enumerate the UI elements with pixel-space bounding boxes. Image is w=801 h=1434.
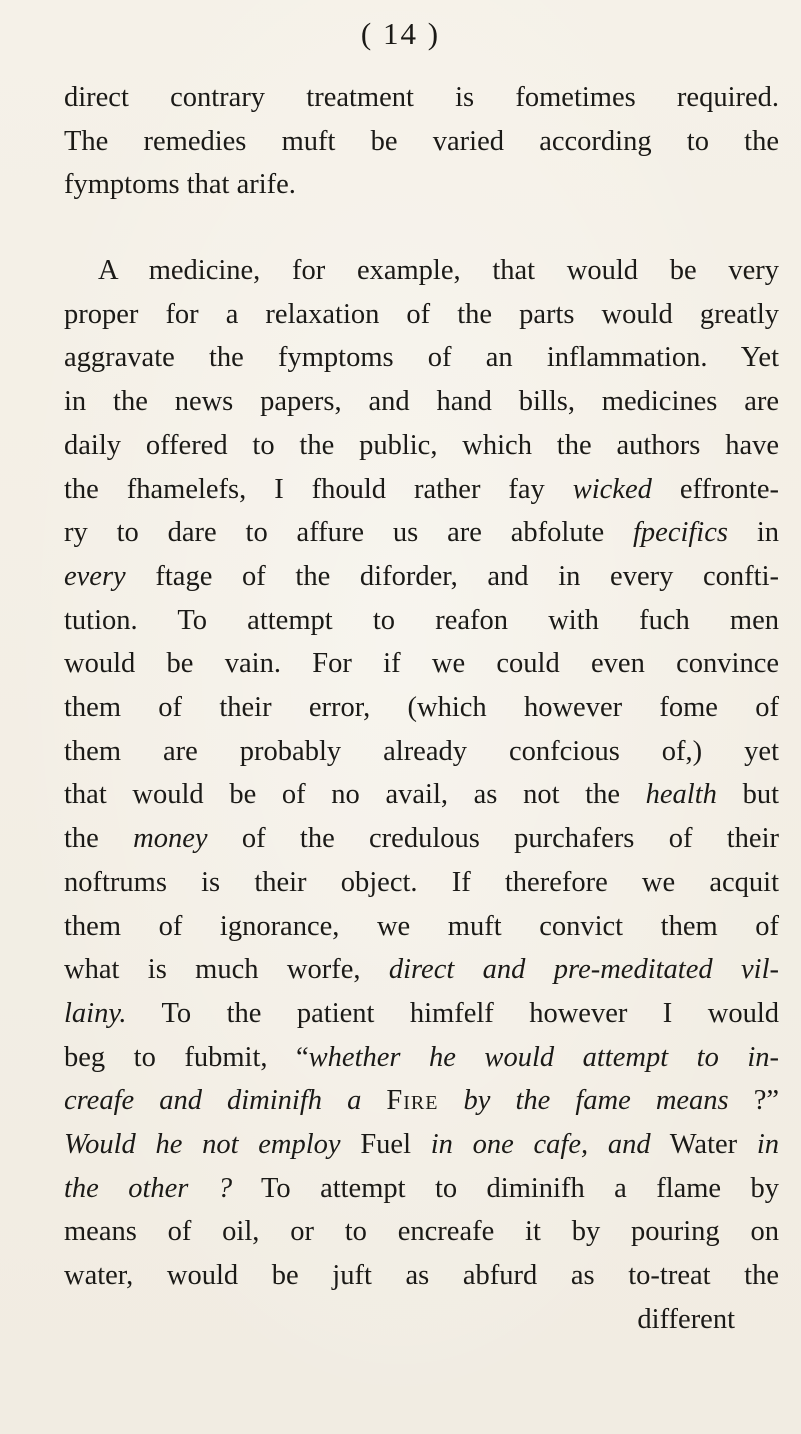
text-run: ftage of the diforder, and in every confti-	[125, 560, 779, 592]
text-line: means of oil, or to encreafe it by pouring on	[64, 1216, 779, 1248]
italic-run: in	[756, 1129, 780, 1161]
text-run: ry to dare to affure us are abfolute	[64, 517, 633, 549]
italic-run: wicked	[572, 473, 652, 505]
text-line: proper for a relaxation of the parts would greatly	[64, 298, 779, 330]
text-line	[64, 992, 779, 1036]
italic-run: health	[645, 779, 717, 811]
text-line	[64, 1123, 779, 1167]
text-run: the fhamelefs, I fhould rather fay	[64, 473, 573, 505]
text-line: daily offered to the public, which the authors have	[64, 429, 779, 461]
text-run: To the patient himfelf however I would	[126, 997, 779, 1029]
italic-run: money	[133, 823, 208, 855]
text-line	[64, 468, 779, 512]
italic-run: fpecifics	[633, 517, 728, 549]
text-line: The remedies muft be varied according to the	[64, 125, 779, 157]
text-run: ?”	[728, 1085, 779, 1117]
text-run: To attempt to diminifh a flame by	[232, 1172, 780, 1204]
italic-run: the other ?	[64, 1172, 233, 1204]
text-line: them of ignorance, we muft convict them of	[64, 910, 779, 942]
paragraph-1	[64, 76, 779, 207]
italic-run: whether he would attempt to in-	[308, 1041, 779, 1073]
small-caps-run: Fire	[386, 1085, 439, 1117]
text-line	[64, 1167, 779, 1211]
text-run: Fuel	[360, 1129, 411, 1161]
text-line: direct contrary treatment is fometimes required.	[64, 82, 779, 113]
text-run: but	[716, 779, 779, 811]
text-line	[64, 817, 779, 861]
italic-run: creafe and diminifh a	[64, 1085, 362, 1117]
text-run: what is much worfe,	[64, 954, 389, 986]
text-line	[64, 511, 779, 555]
italic-run: in one cafe, and	[430, 1129, 651, 1161]
text-line: aggravate the fymptoms of an inflammation. Yet	[64, 342, 779, 374]
italic-run: direct and pre-meditated vil-	[388, 954, 779, 986]
text-line: A medicine, for example, that would be very	[98, 255, 779, 286]
text-run: Water	[669, 1129, 738, 1161]
text-run: of the credulous purchafers of their	[207, 823, 779, 855]
page-number: ( 14 )	[360, 16, 441, 51]
italic-run: every	[64, 560, 126, 592]
text-line	[64, 773, 779, 817]
italic-run: Would he not employ	[64, 1129, 341, 1161]
text-line	[64, 555, 779, 599]
text-run: the	[64, 823, 134, 855]
text-line	[64, 1079, 779, 1123]
text-line: them are probably already confcious of,) yet	[64, 735, 779, 767]
text-line: them of their error, (which however fome of	[64, 692, 779, 724]
text-run: in	[727, 517, 779, 549]
text-line: would be vain. For if we could even convince	[64, 648, 779, 680]
text-line: water, would be juft as abfurd as to-treat the	[64, 1260, 779, 1292]
text-line: fymptoms that arife.	[64, 169, 296, 201]
paragraph-2	[64, 249, 779, 1342]
text-line	[64, 1036, 779, 1080]
catchword: different	[637, 1303, 735, 1335]
text-run: beg to fubmit, “	[64, 1041, 309, 1073]
text-line: noftrums is their object. If therefore we acquit	[64, 866, 779, 898]
text-run: effronte-	[651, 473, 779, 505]
text-line: in the news papers, and hand bills, medicines are	[64, 386, 779, 418]
text-run: that would be of no avail, as not the	[64, 779, 646, 811]
italic-run: by the fame means	[463, 1085, 729, 1117]
text-line	[64, 948, 779, 992]
text-line: tution. To attempt to reafon with fuch men	[64, 604, 779, 636]
italic-run: lainy.	[64, 997, 127, 1029]
